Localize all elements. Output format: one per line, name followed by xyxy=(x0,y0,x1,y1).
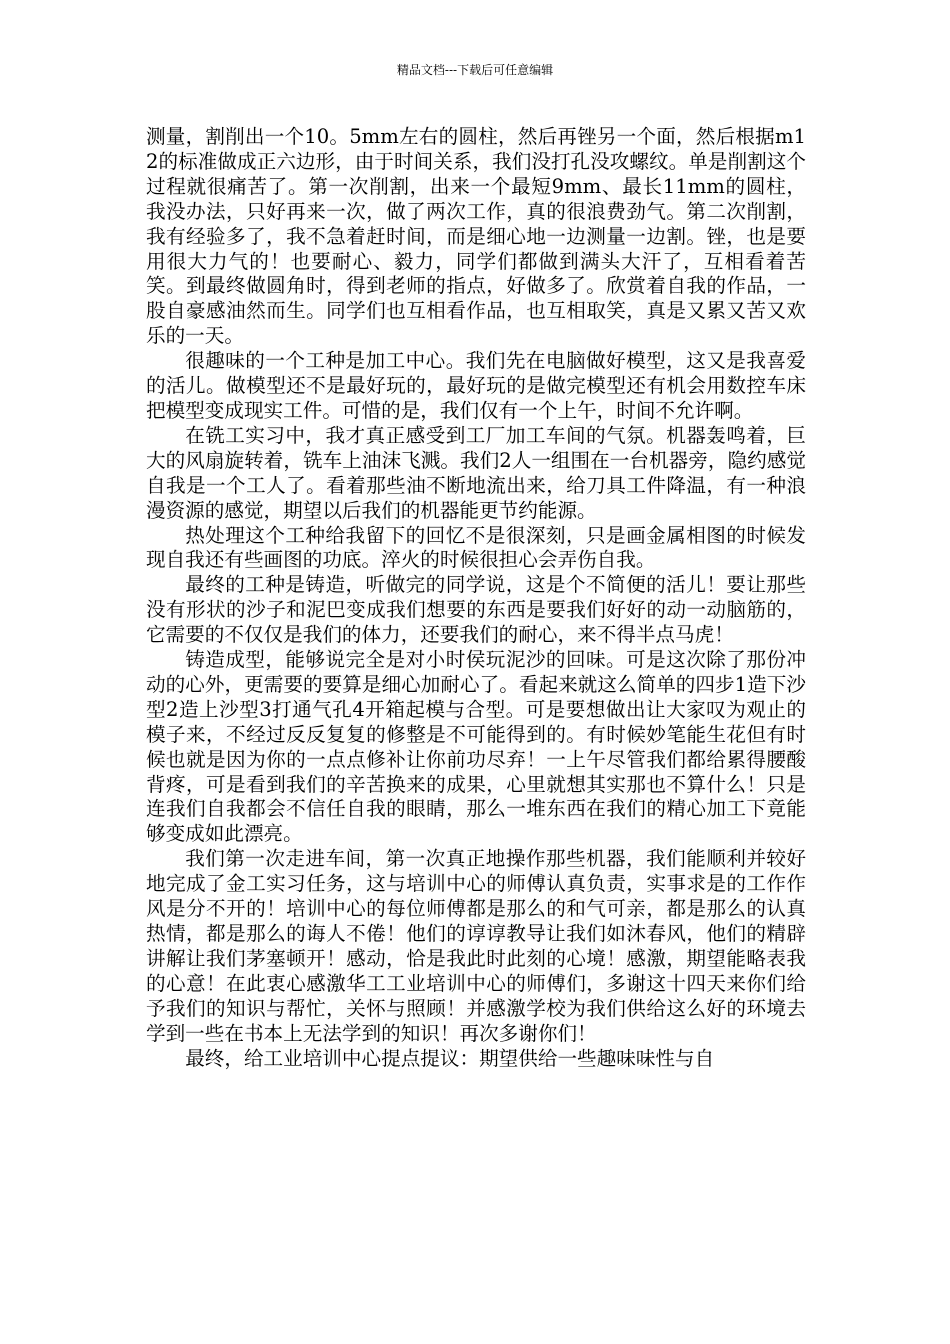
paragraph: 铸造成型，能够说完全是对小时侯玩泥沙的回味。可是这次除了那份冲动的心外，更需要的要算是细心加耐心了。看起来就这么简单的四步1造下沙型2造上沙型3打通气孔4开箱起模与合型。可是要想做出让大家叹为观止的模子来，不经过反反复复的修整是不可能得到的。有时候妙笔能生花但有时候也就是因为你的一点点修补让你前功尽弃！一上午尽管我们都给累得腰酸背疼，可是看到我们的辛苦换来的成果，心里就想其实那也不算什么！只是连我们自我都会不信任自我的眼睛，那么一堆东西在我们的精心加工下竟能够变成如此漂亮。 xyxy=(146,648,806,846)
document-body xyxy=(146,125,806,1071)
paragraph: 测量，割削出一个10。5mm左右的圆柱，然后再锉另一个面，然后根据m12的标准做成正六边形，由于时间关系，我们没打孔没攻螺纹。单是削割这个过程就很痛苦了。第一次削割，出来一个最短9mm、最长11mm的圆柱，我没办法，只好再来一次，做了两次工作，真的很浪费劲气。第二次削割，我有经验多了，我不急着赶时间，而是细心地一边测量一边割。锉，也是要用很大力气的！也要耐心、毅力，同学们都做到满头大汗了，互相看着苦笑。到最终做圆角时，得到老师的指点，好做多了。欣赏着自我的作品，一股自豪感油然而生。同学们也互相看作品，也互相取笑，真是又累又苦又欢乐的一天。 xyxy=(146,125,806,348)
paragraph: 热处理这个工种给我留下的回忆不是很深刻，只是画金属相图的时候发现自我还有些画图的功底。淬火的时候很担心会弄伤自我。 xyxy=(146,523,806,572)
paragraph: 最终的工种是铸造，听做完的同学说，这是个不简便的活儿！要让那些没有形状的沙子和泥巴变成我们想要的东西是要我们好好的动一动脑筋的，它需要的不仅仅是我们的体力，还要我们的耐心，来不得半点马虎！ xyxy=(146,573,806,647)
paragraph: 在铣工实习中，我才真正感受到工厂加工车间的气氛。机器轰鸣着，巨大的风扇旋转着，铣车上油沫飞溅。我们2人一组围在一台机器旁，隐约感觉自我是一个工人了。看着那些油不断地流出来，给刀具工件降温，有一种浪漫资源的感觉，期望以后我们的机器能更节约能源。 xyxy=(146,423,806,522)
paragraph: 很趣味的一个工种是加工中心。我们先在电脑做好模型，这又是我喜爱的活儿。做模型还不是最好玩的，最好玩的是做完模型还有机会用数控车床把模型变成现实工件。可惜的是，我们仅有一个上午，时间不允许啊。 xyxy=(146,349,806,422)
page-header: 精品文档---下载后可任意编辑 xyxy=(396,63,554,77)
paragraph: 我们第一次走进车间，第一次真正地操作那些机器，我们能顺利并较好地完成了金工实习任务，这与培训中心的师傅认真负责，实事求是的工作作风是分不开的！培训中心的每位师傅都是那么的和气可亲，都是那么的认真热情，都是那么的诲人不倦！他们的谆谆教导让我们如沐春风，他们的精辟讲解让我们茅塞顿开！感动，恰是我此时此刻的心境！感激，期望能略表我的心意！在此衷心感激华工工业培训中心的师傅们，多谢这十四天来你们给予我们的知识与帮忙，关怀与照顾！并感激学校为我们供给这么好的环境去学到一些在书本上无法学到的知识！再次多谢你们！ xyxy=(146,847,806,1045)
paragraph: 最终，给工业培训中心提点提议：期望供给一些趣味味性与自 xyxy=(185,1046,715,1070)
